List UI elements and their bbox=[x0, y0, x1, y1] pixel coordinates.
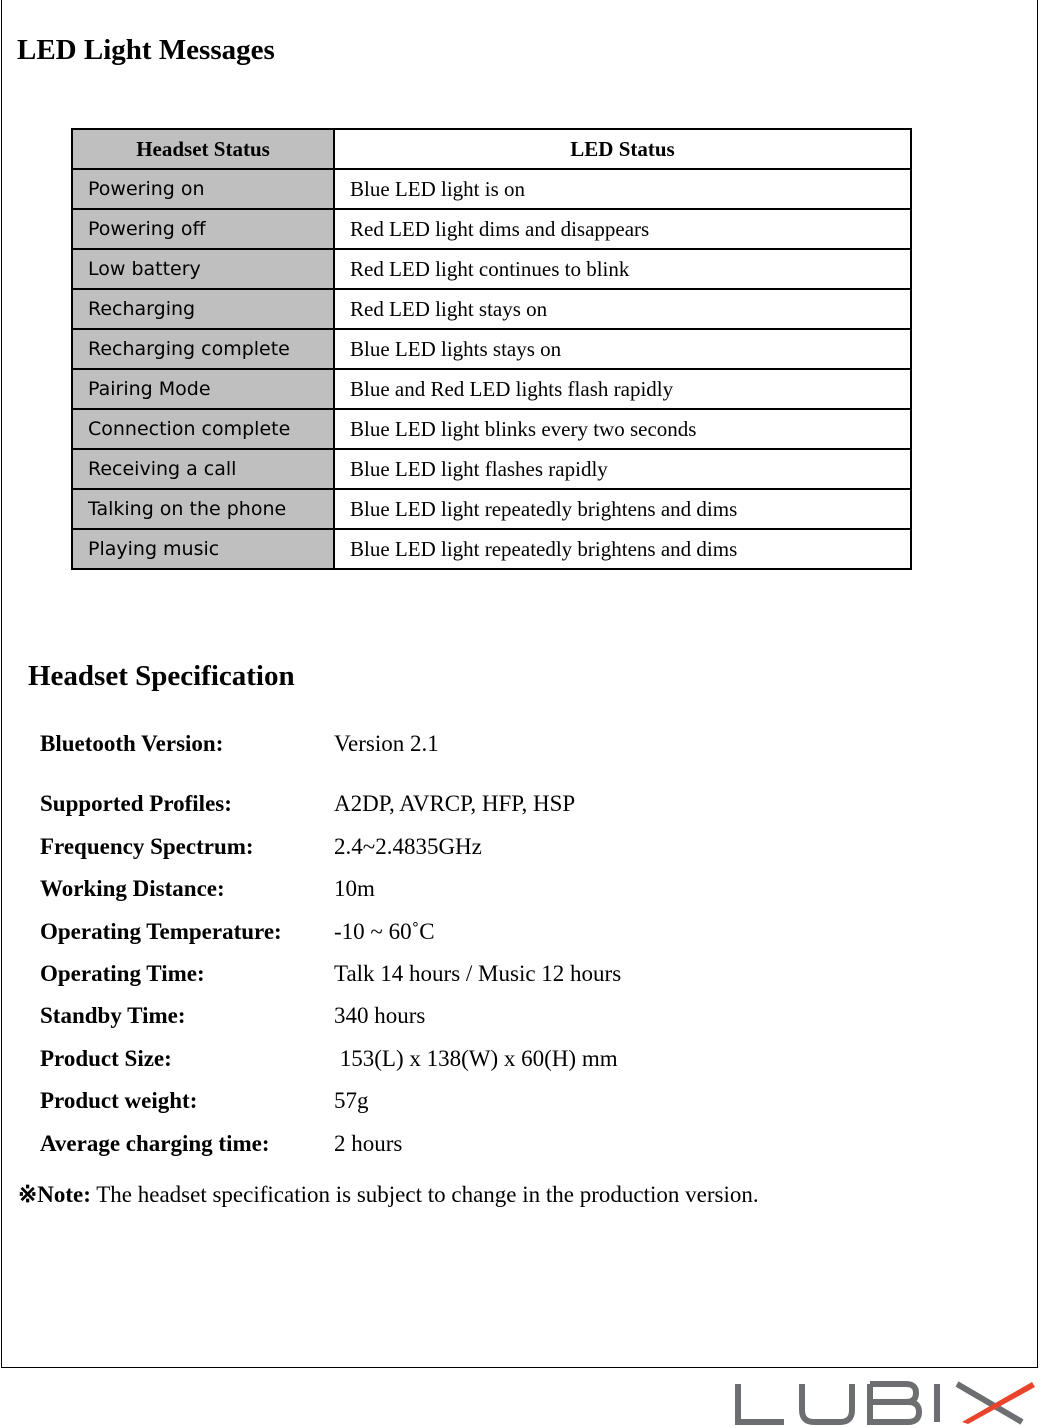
table-row bbox=[72, 289, 911, 329]
table-row bbox=[72, 369, 911, 409]
table-header-row bbox=[72, 129, 911, 169]
spec-value: 153(L) x 138(W) x 60(H) mm bbox=[334, 1046, 618, 1071]
table-row bbox=[72, 249, 911, 289]
spec-label: Operating Temperature: bbox=[40, 919, 282, 944]
table-row bbox=[72, 209, 911, 249]
spec-value: 340 hours bbox=[334, 1003, 426, 1028]
led-status-cell: Red LED light continues to blink bbox=[334, 249, 911, 289]
logo-letter-x-stroke bbox=[957, 1384, 1022, 1422]
table-row bbox=[72, 329, 911, 369]
logo-letter-u bbox=[802, 1384, 852, 1422]
spec-value: Talk 14 hours / Music 12 hours bbox=[334, 961, 622, 986]
spec-section-title: Headset Specification bbox=[28, 660, 295, 692]
led-status-cell: Blue LED light flashes rapidly bbox=[334, 449, 911, 489]
note bbox=[18, 1180, 759, 1210]
headset-status-cell: Pairing Mode bbox=[72, 369, 334, 409]
spec-label: Frequency Spectrum: bbox=[40, 834, 254, 859]
led-status-cell: Blue LED light repeatedly brightens and dims bbox=[334, 529, 911, 569]
led-section-title: LED Light Messages bbox=[17, 34, 275, 66]
note-text: The headset specification is subject to change in the production version. bbox=[90, 1182, 759, 1207]
table-row bbox=[72, 409, 911, 449]
spec-label: Standby Time: bbox=[40, 1003, 186, 1028]
logo-letter-b bbox=[870, 1384, 919, 1422]
headset-status-cell: Connection complete bbox=[72, 409, 334, 449]
spec-label: Product Size: bbox=[40, 1046, 172, 1071]
led-status-cell: Blue LED light is on bbox=[334, 169, 911, 209]
led-status-cell: Blue LED light repeatedly brightens and dims bbox=[334, 489, 911, 529]
headset-status-cell: Recharging bbox=[72, 289, 334, 329]
headset-status-cell: Powering off bbox=[72, 209, 334, 249]
spec-value: A2DP, AVRCP, HFP, HSP bbox=[334, 791, 576, 816]
headset-status-cell: Talking on the phone bbox=[72, 489, 334, 529]
led-status-cell: Red LED light dims and disappears bbox=[334, 209, 911, 249]
spec-value: -10 ~ 60˚C bbox=[334, 919, 435, 944]
spec-label: Product weight: bbox=[40, 1088, 198, 1113]
headset-status-cell: Receiving a call bbox=[72, 449, 334, 489]
header-headset-status: Headset Status bbox=[72, 129, 334, 169]
header-led-status: LED Status bbox=[334, 129, 911, 169]
logo-letter-l bbox=[738, 1384, 784, 1422]
table-row bbox=[72, 489, 911, 529]
spec-label: Average charging time: bbox=[40, 1131, 270, 1156]
table-row bbox=[72, 169, 911, 209]
table-row bbox=[72, 449, 911, 489]
headset-status-cell: Playing music bbox=[72, 529, 334, 569]
led-status-table bbox=[71, 128, 912, 570]
spec-value: 57g bbox=[334, 1088, 369, 1113]
headset-status-cell: Low battery bbox=[72, 249, 334, 289]
note-mark: ※ bbox=[18, 1182, 38, 1207]
spec-value: 2 hours bbox=[334, 1131, 403, 1156]
led-status-cell: Blue LED light blinks every two seconds bbox=[334, 409, 911, 449]
spec-label: Operating Time: bbox=[40, 961, 205, 986]
spec-label: Supported Profiles: bbox=[40, 791, 232, 816]
note-label: Note: bbox=[37, 1182, 91, 1207]
led-status-cell: Red LED light stays on bbox=[334, 289, 911, 329]
spec-label: Working Distance: bbox=[40, 876, 225, 901]
headset-status-cell: Recharging complete bbox=[72, 329, 334, 369]
spec-label: Bluetooth Version: bbox=[40, 731, 224, 756]
spec-value: Version 2.1 bbox=[334, 731, 439, 756]
lubix-logo bbox=[732, 1378, 1040, 1428]
led-status-cell: Blue and Red LED lights flash rapidly bbox=[334, 369, 911, 409]
led-status-cell: Blue LED lights stays on bbox=[334, 329, 911, 369]
headset-status-cell: Powering on bbox=[72, 169, 334, 209]
table-row bbox=[72, 529, 911, 569]
spec-value: 2.4~2.4835GHz bbox=[334, 834, 482, 859]
spec-value: 10m bbox=[334, 876, 375, 901]
logo-accent-swoosh bbox=[962, 1382, 1035, 1424]
